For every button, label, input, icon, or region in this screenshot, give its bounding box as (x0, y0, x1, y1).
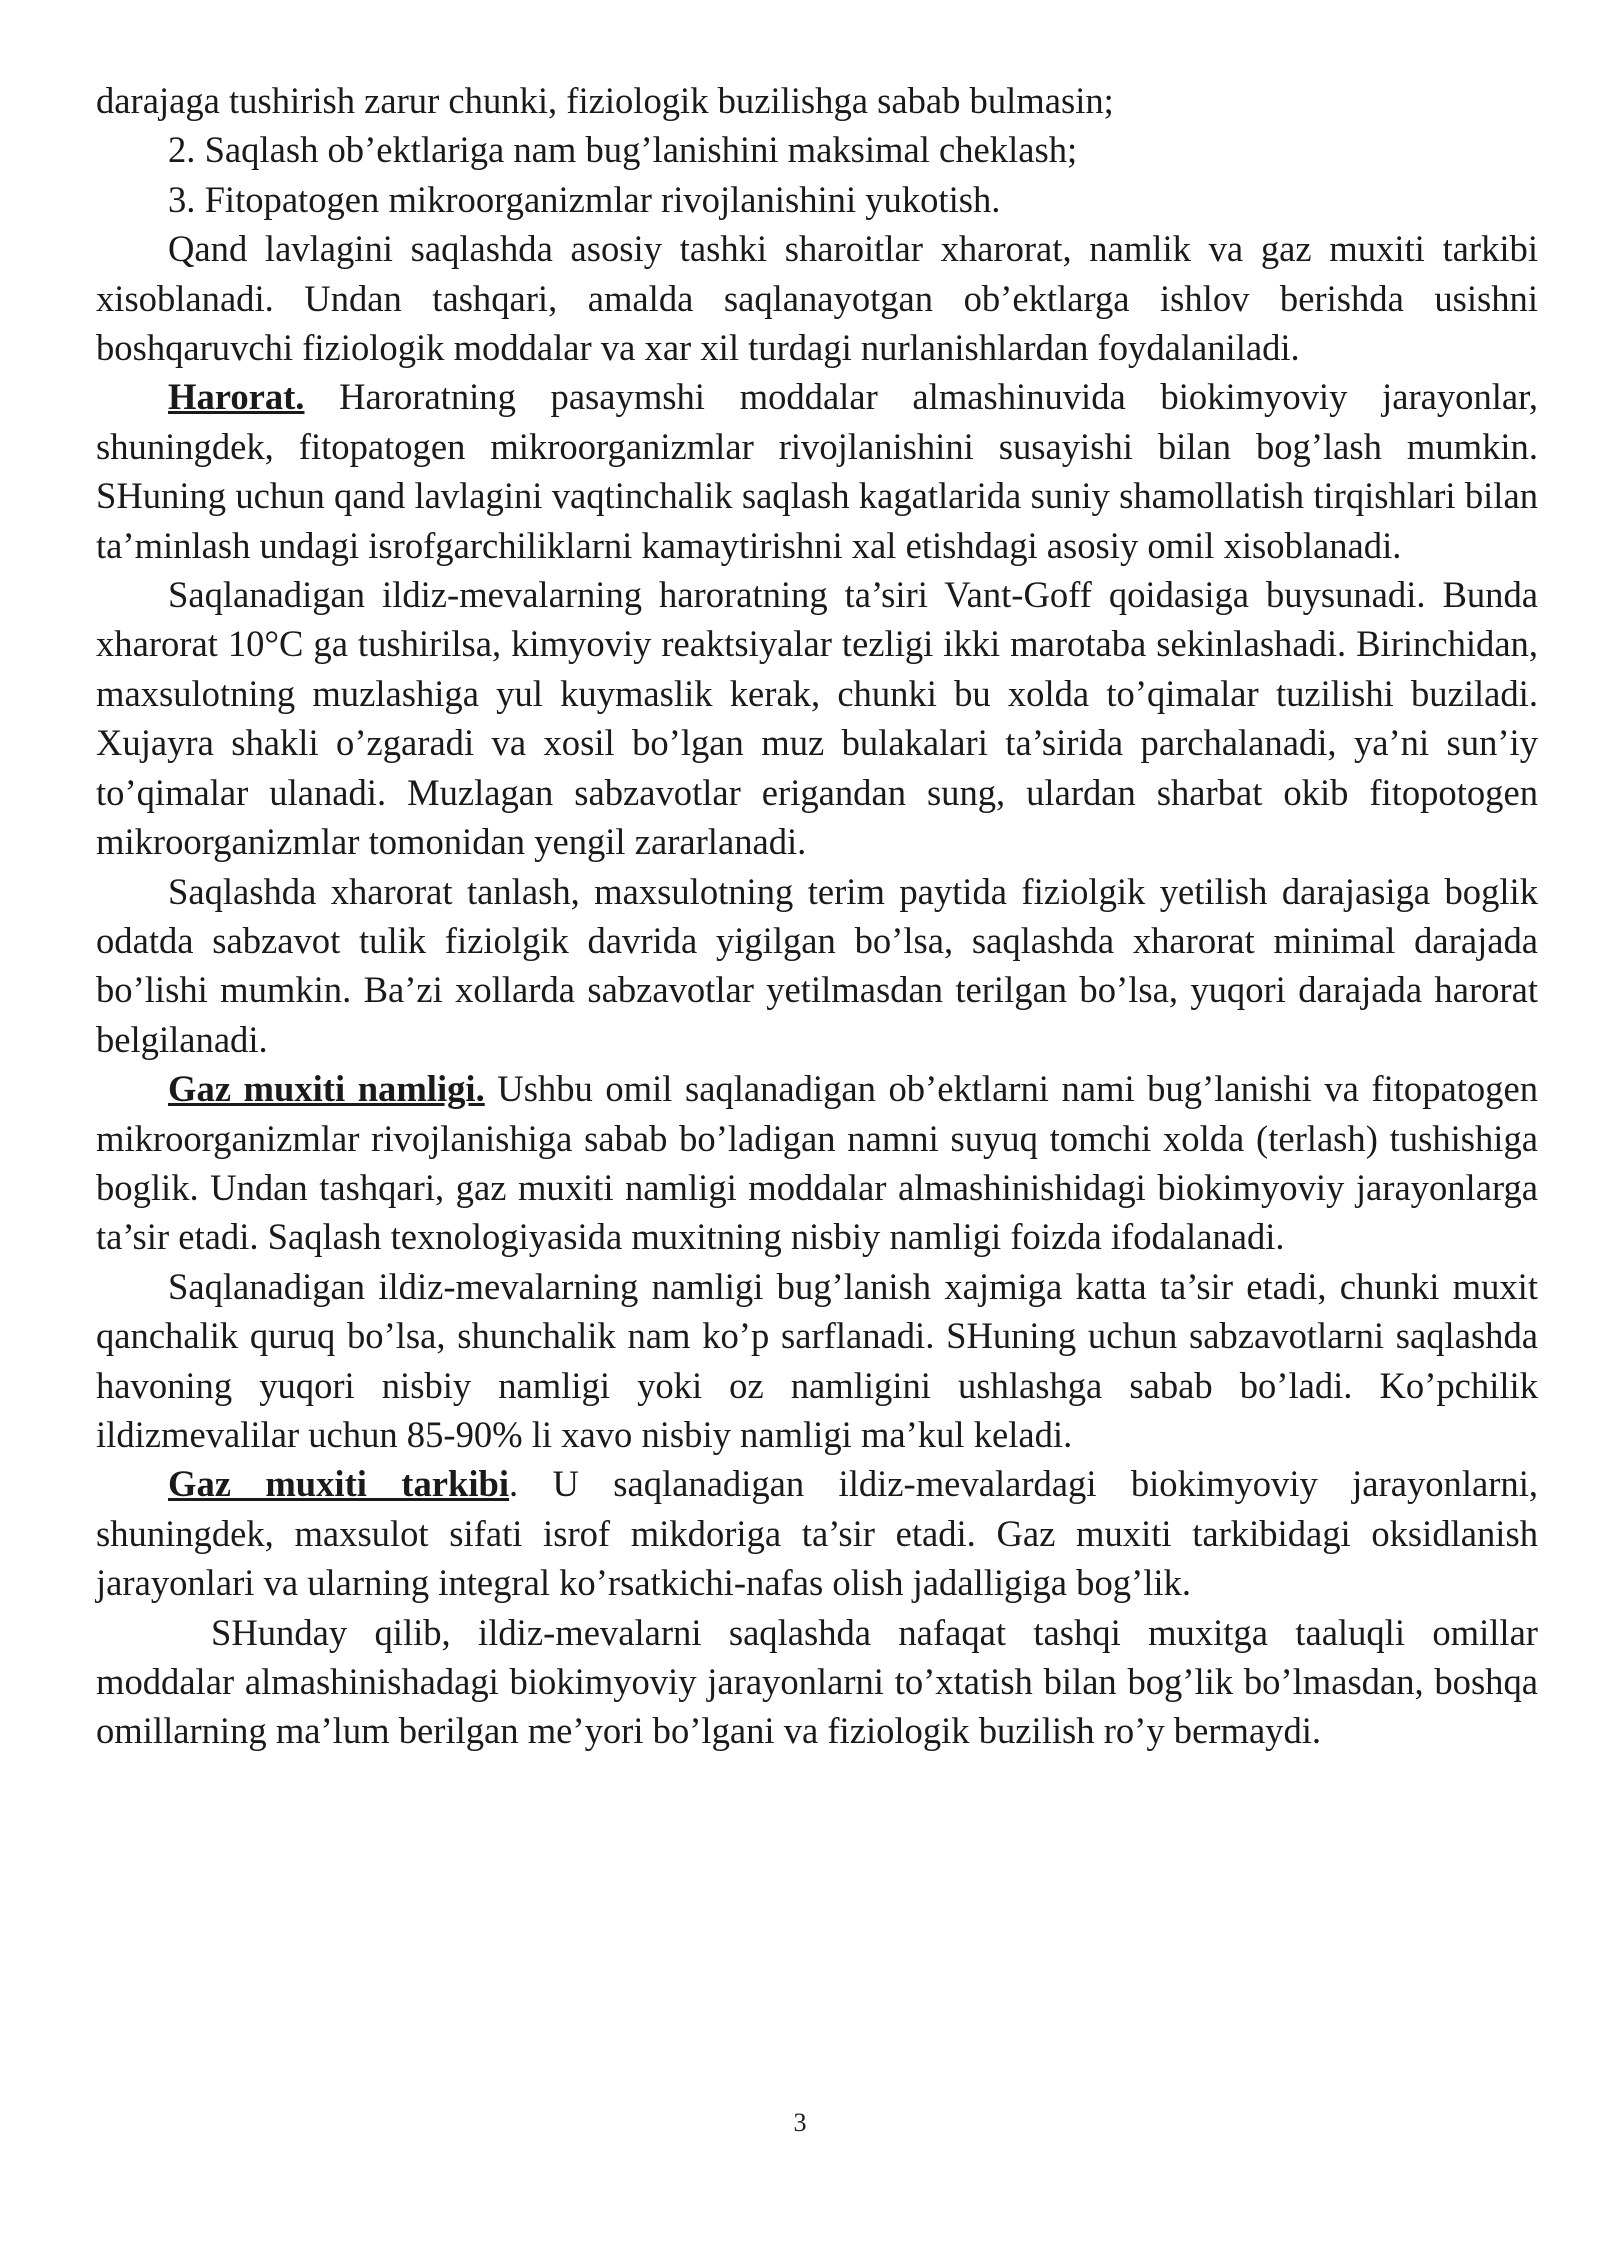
list-item-text: 3. Fitopatogen mikroorganizmlar rivojlanishini yukotish. (168, 178, 1001, 220)
paragraph-humidity (96, 1064, 1538, 1262)
list-item-text: 2. Saqlash ob’ektlariga nam bug’lanishini maksimal cheklash; (168, 129, 1078, 171)
paragraph-storage-conditions (96, 224, 1538, 372)
paragraph-temperature (96, 372, 1538, 570)
paragraph-text: Qand lavlagini saqlashda asosiy tashki sharoitlar xharorat, namlik va gaz muxiti tarkibi xisoblanadi. Undan tashqari, amalda saqlanayotgan ob’ektlarga ishlov berishda usishni boshqaruvchi fiziologik moddalar va xar xil turdagi nurlanishlardan foydalaniladi. (96, 228, 1538, 369)
section-heading-humidity: Gaz muxiti namligi. (168, 1068, 485, 1110)
paragraph-text: darajaga tushirish zarur chunki, fiziologik buzilishga sabab bulmasin; (96, 80, 1114, 121)
paragraph-humidity-effect (96, 1262, 1538, 1460)
page-number: 3 (793, 2108, 807, 2137)
document-body (96, 76, 1538, 1756)
paragraph-text: Haroratning pasaymshi moddalar almashinuvida biokimyoviy jarayonlar, shuningdek, fitopatogen mikroorganizmlar rivojlanishini susayishi bilan bog’lash mumkin. SHuning uchun qand lavlagini vaqtinchalik saqlash kagatlarida suniy shamollatish tirqishlari bilan ta’minlash undagi isrofgarchiliklarni kamaytirishni xal etishdagi asosiy omil xisoblanadi. (96, 376, 1538, 566)
paragraph-text: SHunday qilib, ildiz-mevalarni saqlashda nafaqat tashqi muxitga taaluqli omillar moddalar almashinishadagi biokimyoviy jarayonlarni to’xtatish bilan bog’lik bo’lmasdan, boshqa omillarning ma’lum berilgan me’yori bo’lgani va fiziologik buzilish ro’y bermaydi. (96, 1611, 1538, 1752)
paragraph-continuation (96, 76, 1538, 125)
paragraph-text: . U saqlanadigan ildiz-mevalardagi biokimyoviy jarayonlarni, shuningdek, maxsulot sifati isrof mikdoriga ta’sir etadi. Gaz muxiti tarkibidagi oksidlanish jarayonlari va ularning integral ko’rsatkichi-nafas olish jadalligiga bog’lik. (96, 1463, 1538, 1604)
paragraph-conclusion (96, 1608, 1538, 1756)
section-heading-gas-composition: Gaz muxiti tarkibi (168, 1463, 509, 1505)
paragraph-temperature-selection (96, 867, 1538, 1065)
paragraph-text: Saqlanadigan ildiz-mevalarning namligi bug’lanish xajmiga katta ta’sir etadi, chunki muxit qanchalik quruq bo’lsa, shunchalik nam ko’p sarflanadi. SHuning uchun sabzavotlarni saqlashda havoning yuqori nisbiy namligi yoki oz namligini ushlashga sabab bo’ladi. Ko’pchilik ildizmevalilar uchun 85-90% li xavo nisbiy namligi ma’kul keladi. (96, 1265, 1538, 1455)
paragraph-text: Ushbu omil saqlanadigan ob’ektlarni nami bug’lanishi va fitopatogen mikroorganizmlar rivojlanishiga sabab bo’ladigan namni suyuq tomchi xolda (terlash) tushishiga boglik. Undan tashqari, gaz muxiti namligi moddalar almashinishidagi biokimyoviy jarayonlarga ta’sir etadi. Saqlash texnologiyasida muxitning nisbiy namligi foizda ifodalanadi. (96, 1068, 1538, 1258)
list-item-2 (96, 125, 1538, 174)
paragraph-gas-composition (96, 1459, 1538, 1607)
list-item-3 (96, 175, 1538, 224)
section-heading-temperature: Harorat. (168, 376, 305, 418)
paragraph-vant-goff (96, 570, 1538, 866)
paragraph-text: Saqlashda xharorat tanlash, maxsulotning terim paytida fiziolgik yetilish darajasiga boglik odatda sabzavot tulik fiziolgik davrida yigilgan bo’lsa, saqlashda xharorat minimal darajada bo’lishi mumkin. Ba’zi xollarda sabzavotlar yetilmasdan terilgan bo’lsa, yuqori darajada harorat belgilanadi. (96, 870, 1538, 1060)
paragraph-text: Saqlanadigan ildiz-mevalarning haroratning ta’siri Vant-Goff qoidasiga buysunadi. Bunda xharorat 10°C ga tushirilsa, kimyoviy reaktsiyalar tezligi ikki marotaba sekinlashadi. Birinchidan, maxsulotning muzlashiga yul kuymaslik kerak, chunki bu xolda to’qimalar tuzilishi buziladi. Xujayra shakli o’zgaradi va xosil bo’lgan muz bulakalari ta’sirida parchalanadi, ya’ni sun’iy to’qimalar ulanadi. Muzlagan sabzavotlar erigandan sung, ulardan sharbat okib fitopotogen mikroorganizmlar tomonidan yengil zararlanadi. (96, 574, 1538, 863)
